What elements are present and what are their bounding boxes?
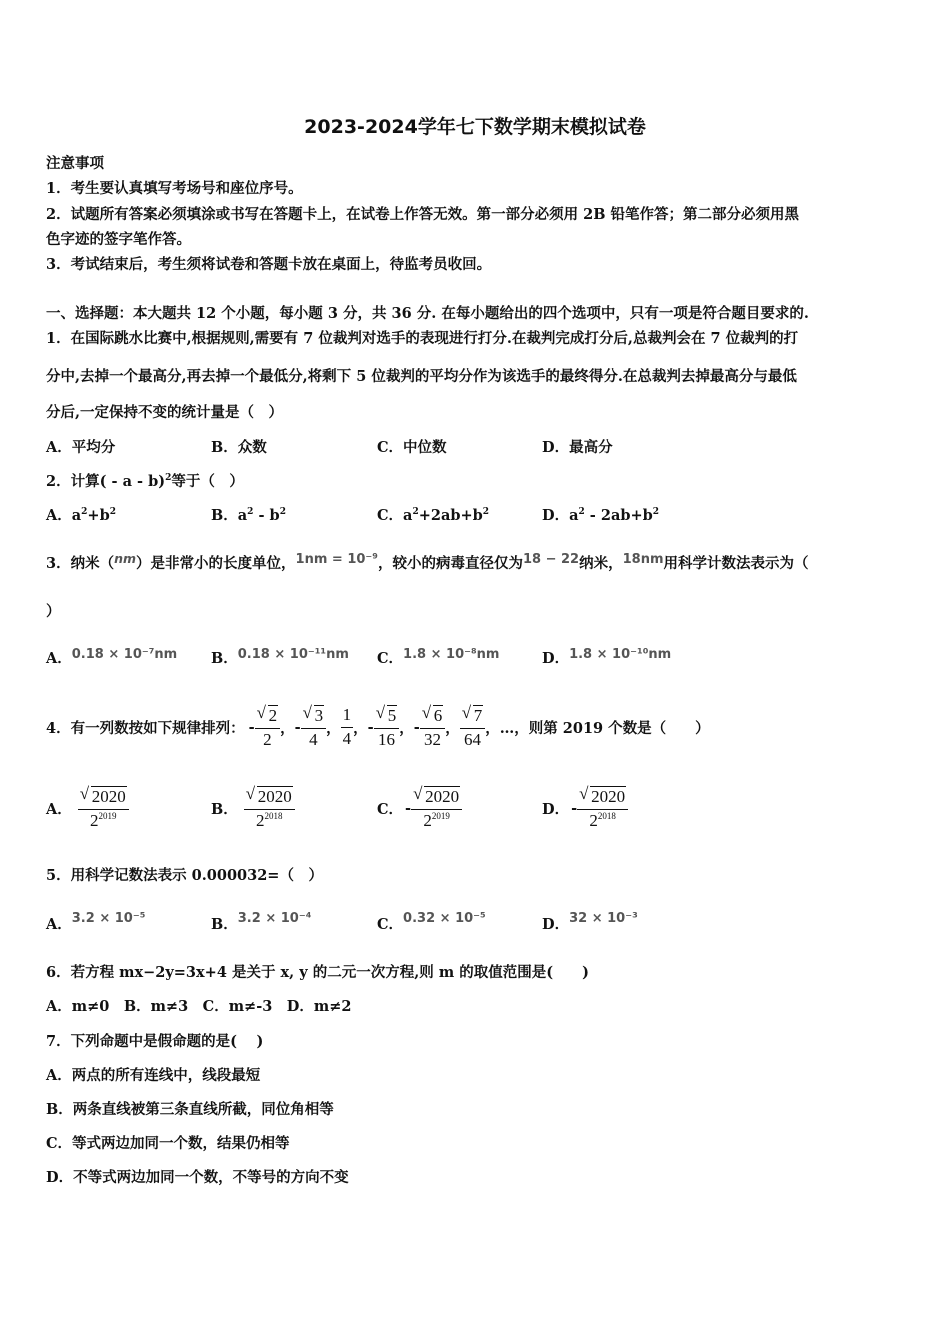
q1-stem-line-3: 分后,一定保持不变的统计量是（ ） — [46, 404, 284, 421]
q5-option-a: A．3.2 × 10⁻⁵ — [46, 911, 146, 933]
q2-option-d: D．$a^2 - 2ab+b^2$ — [542, 507, 660, 524]
q3-stem-line-2: ） — [46, 603, 61, 620]
q5-option-c: C．0.32 × 10⁻⁵ — [377, 911, 486, 933]
q5-stem: 5．用科学记数法表示 0.000032=（ ） — [46, 867, 323, 884]
q3-stem-line-1: 3．纳米（nm）是非常小的长度单位，1nm = 10⁻⁹，较小的病毒直径仅为18 − 22纳米，18nm用科学计数法表示为（ — [46, 551, 809, 572]
q3-option-a: A．0.18 × 10⁻⁷nm — [46, 647, 178, 667]
q4-term-1: √ 2 2 — [255, 705, 281, 749]
q7-stem: 7．下列命题中是假命题的是( ) — [46, 1033, 264, 1050]
q3-option-b: B．0.18 × 10⁻¹¹nm — [211, 647, 349, 667]
q4-term-6: √ 7 64 — [460, 705, 486, 749]
q6-stem: 6．若方程 mx−2y=3x+4 是关于 x, y 的二元一次方程,则 m 的取值范围是( ) — [46, 964, 589, 981]
notice-line-1: 1．考生要认真填写考场号和座位序号。 — [46, 180, 303, 197]
q5-option-b: B．3.2 × 10⁻⁴ — [211, 911, 312, 933]
q7-option-a: A．两点的所有连线中，线段最短 — [46, 1067, 261, 1084]
q4-option-a: A． √ 2020 $2^{2019}$ — [46, 780, 129, 836]
section-heading: 一、选择题：本大题共 12 个小题，每小题 3 分，共 36 分. 在每小题给出的四个选项中，只有一项是符合题目要求的. — [46, 305, 809, 322]
q1-stem-line-1: 1．在国际跳水比赛中,根据规则,需要有 7 位裁判对选手的表现进行打分.在裁判完成打分后,总裁判会在 7 位裁判的打 — [46, 330, 799, 347]
q2-option-b: B．$a^2 - b^2$ — [211, 507, 286, 524]
q1-option-c: C．中位数 — [377, 439, 447, 456]
q1-option-b: B．众数 — [211, 439, 267, 456]
notice-line-2a: 2．试题所有答案必须填涂或书写在答题卡上，在试卷上作答无效。第一部分必须用 2B 铅笔作答；第二部分必须用黑 — [46, 206, 800, 223]
q2-option-c: C．$a^2+2ab+b^2$ — [377, 507, 490, 524]
q4-term-4: √ 5 16 — [374, 705, 400, 749]
q4-term-3: $\frac{1}{4}$ — [342, 705, 352, 748]
q1-option-d: D．最高分 — [542, 439, 613, 456]
notice-heading: 注意事项 — [46, 155, 104, 172]
q3-option-c: C．1.8 × 10⁻⁸nm — [377, 647, 500, 667]
q5-option-d: D．32 × 10⁻³ — [542, 911, 638, 933]
q4-option-d: D． - √ 2020 $2^{2018}$ — [542, 780, 628, 836]
notice-line-2b: 色字迹的签字笔作答。 — [46, 231, 191, 248]
q2-stem: 2．计算( - a - b)$^2$等于（ ） — [46, 473, 244, 490]
q4-stem: 4．有一列数按如下规律排列： - √ 2 2 ， - √ 3 4 ， $\frac{1}{4}$ ， - √ 5 16 ， - √ 6 32 ， √ 7 64 ，…，则第 2019 个数是（ ） — [46, 702, 710, 749]
q7-option-b: B．两条直线被第三条直线所截，同位角相等 — [46, 1101, 334, 1118]
q1-stem-line-2: 分中,去掉一个最高分,再去掉一个最低分,将剩下 5 位裁判的平均分作为该选手的最终得分.在总裁判去掉最高分与最低 — [46, 368, 797, 385]
q3-option-d: D．1.8 × 10⁻¹⁰nm — [542, 647, 672, 667]
q1-option-a: A．平均分 — [46, 439, 116, 456]
q4-term-2: √ 3 4 — [301, 705, 327, 749]
notice-line-3: 3．考试结束后，考生须将试卷和答题卡放在桌面上，待监考员收回。 — [46, 256, 492, 273]
page-title: 2023-2024学年七下数学期末模拟试卷 — [304, 116, 646, 138]
q6-options: A．m≠0 B．m≠3 C．m≠-3 D．m≠2 — [46, 998, 352, 1015]
q7-option-d: D．不等式两边加同一个数，不等号的方向不变 — [46, 1169, 349, 1186]
q2-option-a: A．$a^2+b^2$ — [46, 507, 116, 524]
q4-option-b: B． √ 2020 $2^{2018}$ — [211, 780, 295, 836]
q7-option-c: C．等式两边加同一个数，结果仍相等 — [46, 1135, 290, 1152]
q4-term-5: √ 6 32 — [420, 705, 446, 749]
q4-option-c: C． - √ 2020 $2^{2019}$ — [377, 780, 462, 836]
